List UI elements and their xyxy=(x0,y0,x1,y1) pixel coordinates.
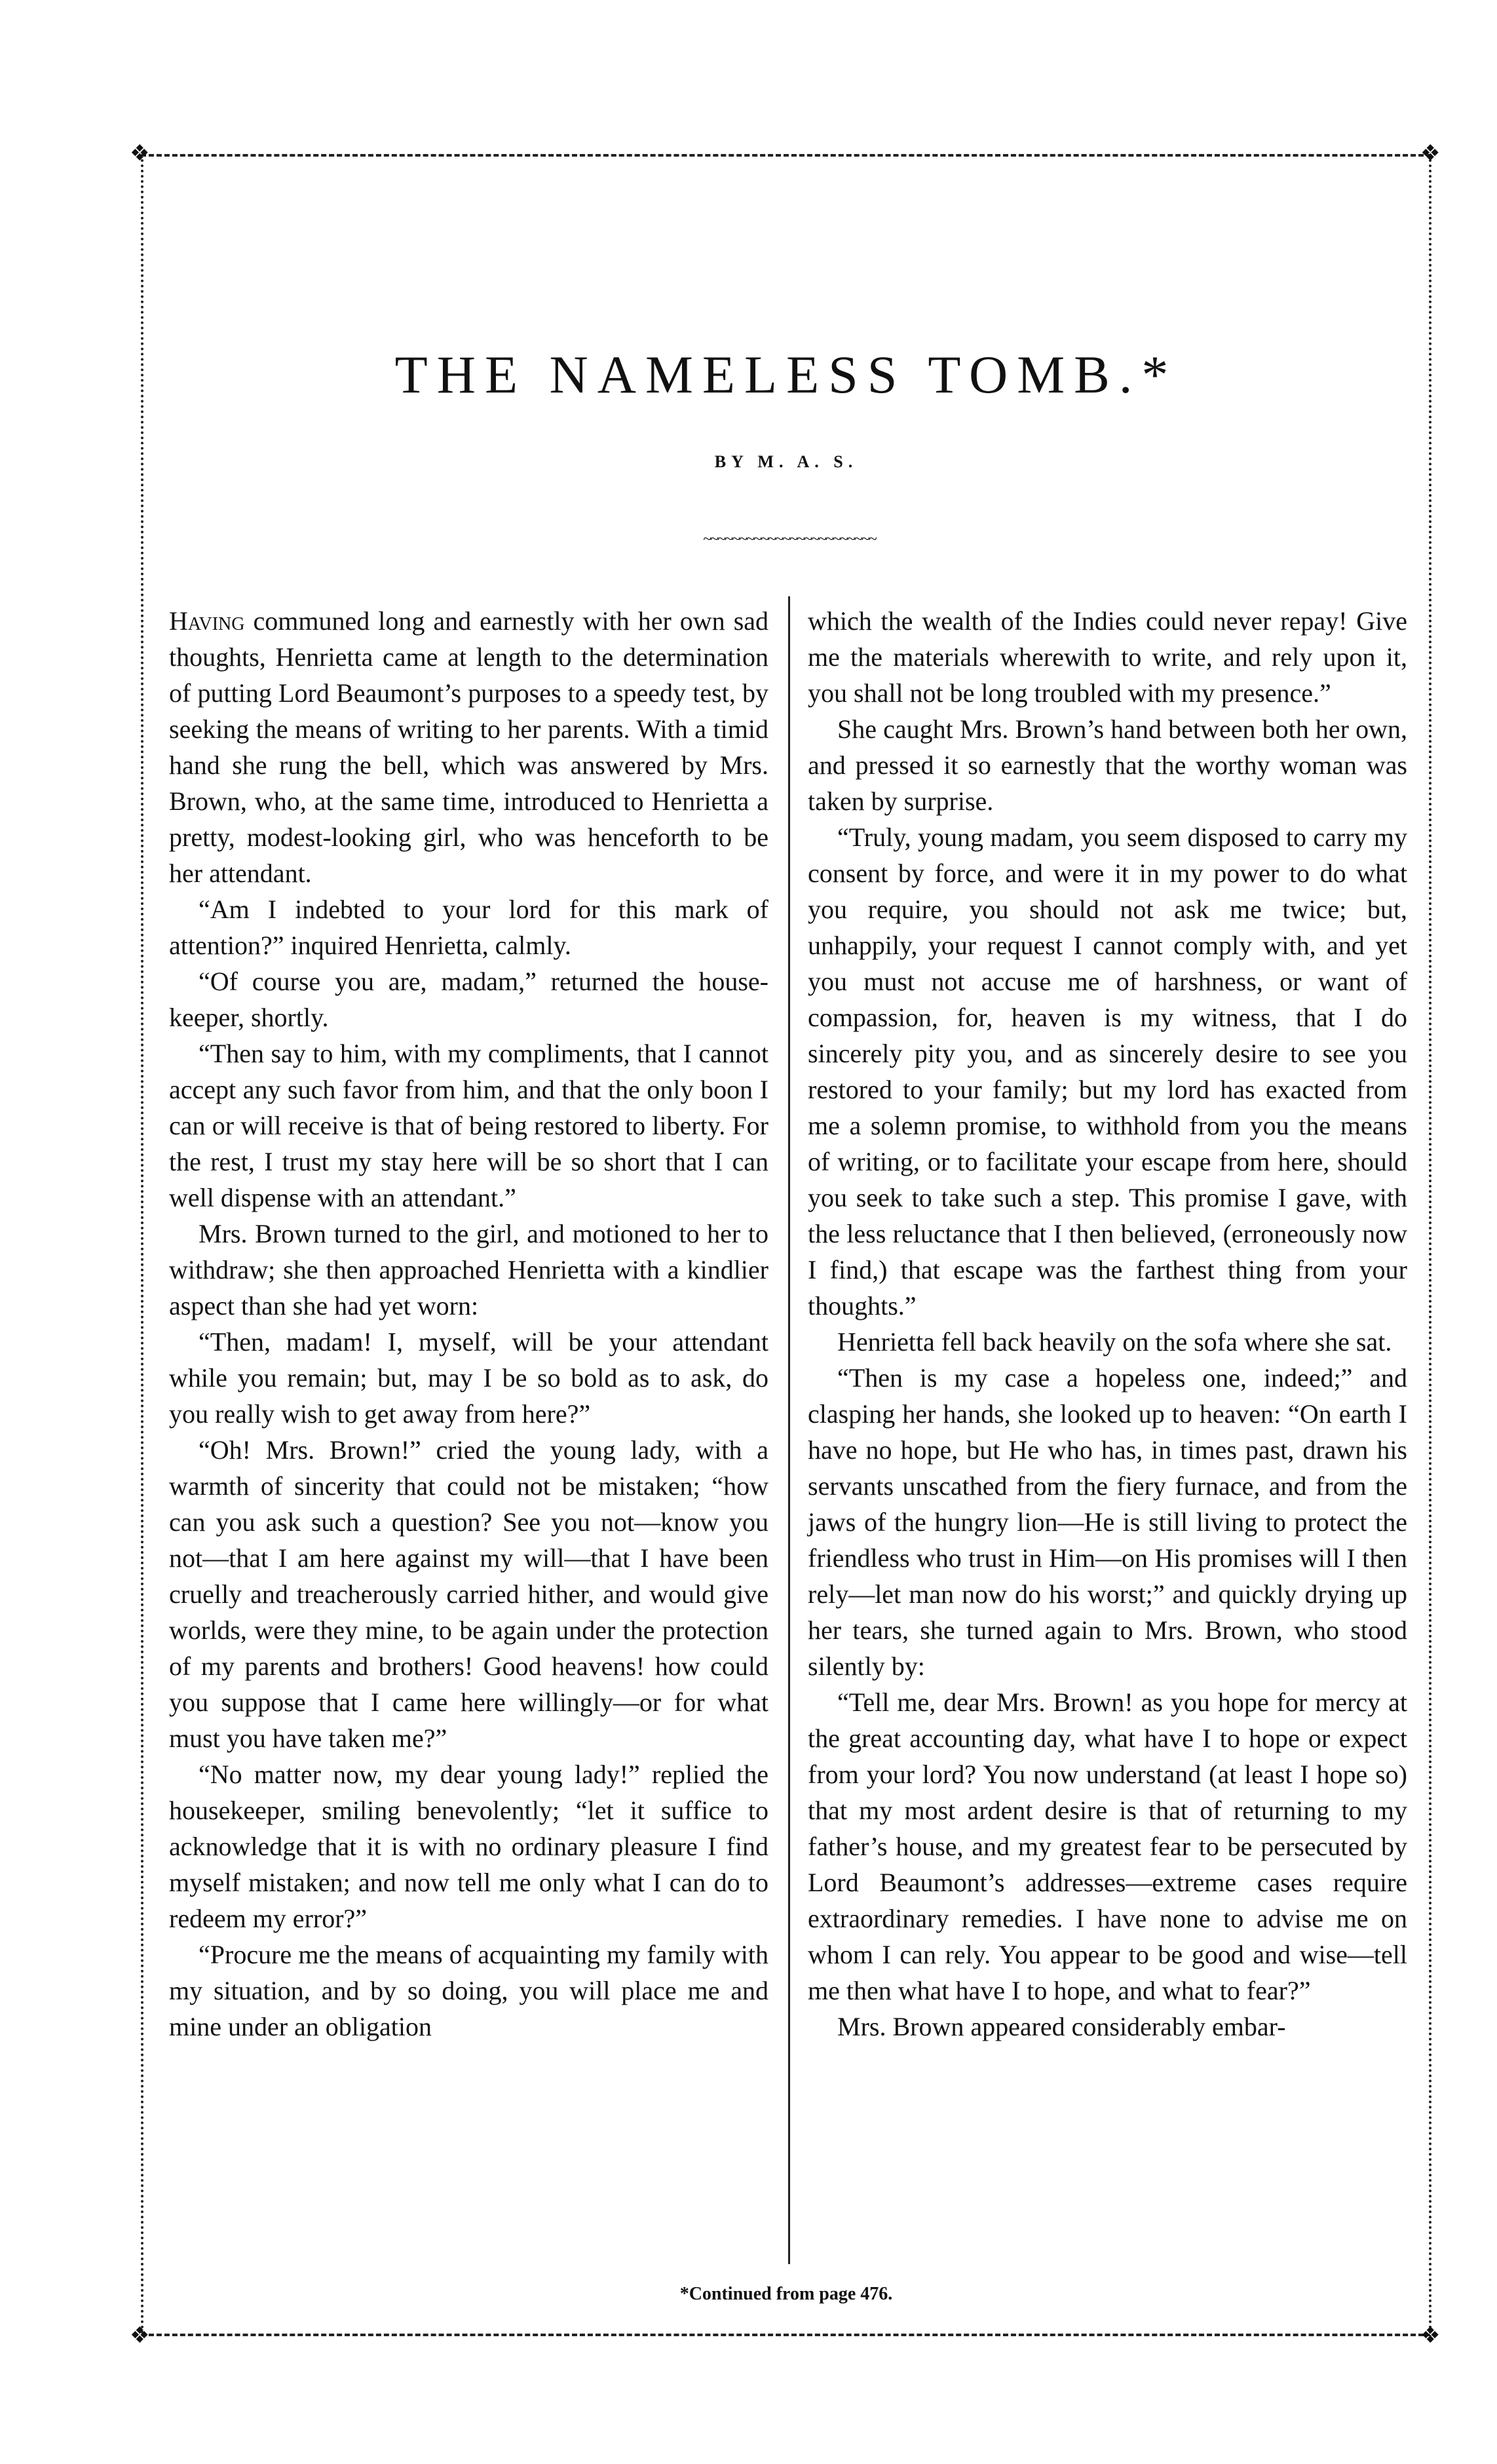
paragraph: Mrs. Brown appeared considerably embar- xyxy=(837,2012,1286,2041)
paragraph: She caught Mrs. Brown’s hand between both her own, and pressed it so earnestly that the worthy woman was taken by surprise. xyxy=(808,714,1407,816)
article-title: THE NAMELESS TOMB.* xyxy=(394,345,1178,404)
paragraph: “Then is my case a hopeless one, indeed;” and clasping her hands, she looked up to heaven: “On earth I have no hope, but He who has, in times past, drawn his servants unscathed from the fiery furnace, and from the jaws of the hungry lion—He is still living to protect the friendless who trust in Him—on His promises will I then rely—let man now do his worst;” and quickly drying up her tears, she turned again to Mrs. Brown, who stood silently by: xyxy=(808,1363,1407,1681)
paragraph: “Of course you are, madam,” returned the house-keeper, shortly. xyxy=(169,967,768,1032)
decorative-rule: ~~~~~~~~~~~~~~~~~~~~~~~~ xyxy=(703,531,876,548)
paragraph: “Am I indebted to your lord for this mark of attention?” inquired Henrietta, calmly. xyxy=(169,895,768,960)
corner-ornament-icon: ❖ xyxy=(1420,142,1441,166)
footnote: *Continued from page 476. xyxy=(679,2284,893,2304)
corner-ornament-icon: ❖ xyxy=(1420,2324,1441,2348)
paragraph: Having communed long and earnestly with her own sad thoughts, Henrietta came at length to the determination of putting Lord Beaumont’s purposes to a speedy test, by seeking the means of writing to her parents. With a timid hand she rung the bell, which was answered by Mrs. Brown, who, at the same time, introduced to Henrietta a pretty, modest-looking girl, who was henceforth to be her attendant. xyxy=(169,606,769,888)
paragraph: “Procure me the means of acquainting my family with my situation, and by so doing, you will place me and mine under an obligation xyxy=(169,1940,768,2041)
paragraph: “Then, madam! I, myself, will be your attendant while you remain; but, may I be so bold as to ask, do you really wish to get away from here?” xyxy=(169,1327,768,1429)
corner-ornament-icon: ❖ xyxy=(130,2324,150,2348)
corner-ornament-icon: ❖ xyxy=(130,142,150,166)
paragraph: Mrs. Brown turned to the girl, and motioned to her to withdraw; she then approached Henrietta with a kindlier aspect than she had yet worn: xyxy=(169,1219,768,1320)
left-column xyxy=(169,603,768,2294)
article-body xyxy=(169,603,1407,2294)
paragraph: “No matter now, my dear young lady!” replied the housekeeper, smiling benevolently; “let it suffice to acknowledge that it is with no ordinary pleasure I find myself mistaken; and now tell me only what I can do to redeem my error?” xyxy=(169,1760,768,1933)
paragraph: “Then say to him, with my compliments, that I cannot accept any such favor from him, and that the only boon I can or will receive is that of being restored to liberty. For the rest, I trust my stay here will be so short that I can well dispense with an attendant.” xyxy=(169,1039,768,1212)
byline: BY M. A. S. xyxy=(714,452,858,471)
paragraph: “Tell me, dear Mrs. Brown! as you hope for mercy at the great accounting day, what have I to hope or expect from your lord? You now understand (at least I hope so) that my most ardent desire is that of returning to my father’s house, and my greatest fear to be persecuted by Lord Beaumont’s addresses—extreme cases require extraordinary remedies. I have none to advise me on whom I can rely. You appear to be good and wise—tell me then what have I to hope, and what to fear?” xyxy=(808,1687,1407,2005)
drop-word: Having xyxy=(169,606,245,636)
paragraph: “Truly, young madam, you seem disposed to carry my consent by force, and were it in my power to do what you require, you should not ask me twice; but, unhappily, your request I cannot comply with, and yet you must not accuse me of harshness, or want of compassion, for, heaven is my witness, that I do sincerely pity you, and as sincerely desire to see you restored to your family; but my lord has exacted from me a solemn promise, to withhold from you the means of writing, or to facilitate your escape from here, should you seek to take such a step. This promise I gave, with the less reluctance that I then believed, (erroneously now I find,) that escape was the farthest thing from your thoughts.” xyxy=(808,822,1407,1320)
right-column xyxy=(808,603,1407,2294)
paragraph: which the wealth of the Indies could never repay! Give me the materials wherewith to write, and rely upon it, you shall not be long troubled with my presence.” xyxy=(808,606,1407,708)
paragraph: Henrietta fell back heavily on the sofa where she sat. xyxy=(837,1327,1392,1357)
paragraph: “Oh! Mrs. Brown!” cried the young lady, with a warmth of sincerity that could not be mistaken; “how can you ask such a question? See you not—know you not—that I am here against my will—that I have been cruelly and treacherously carried hither, and would give worlds, were they mine, to be again under the protection of my parents and brothers! Good heavens! how could you suppose that I came here willingly—or for what must you have taken me?” xyxy=(169,1435,768,1753)
